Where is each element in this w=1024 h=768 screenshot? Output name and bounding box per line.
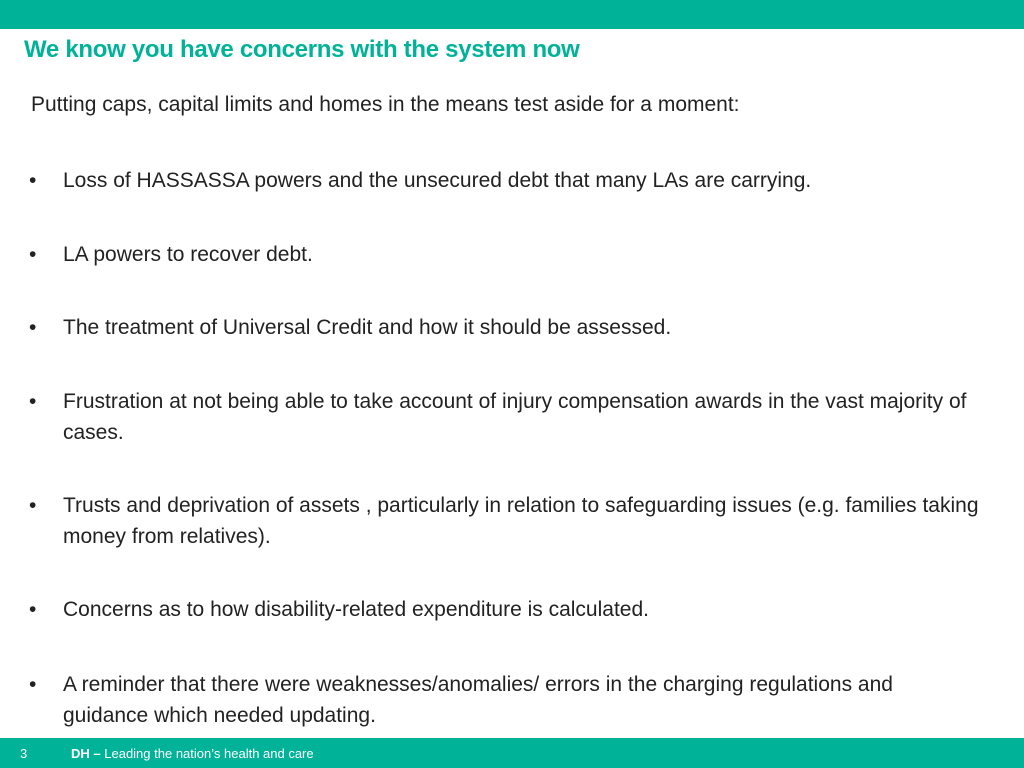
bullet-dot: • — [29, 673, 37, 696]
page-number: 3 — [20, 746, 28, 761]
bullet-item — [29, 239, 979, 270]
footer-org: DH – — [71, 746, 101, 761]
bullet-text: The treatment of Universal Credit and how it should be assessed. — [63, 316, 672, 339]
top-accent-bar — [0, 0, 1024, 29]
bullet-item — [29, 312, 979, 343]
slide-title: We know you have concerns with the system now — [24, 36, 580, 63]
bullet-dot: • — [29, 316, 37, 339]
bullet-item — [29, 490, 979, 552]
bullet-dot: • — [29, 169, 37, 192]
bullet-dot: • — [29, 243, 37, 266]
bullet-dot: • — [29, 598, 37, 621]
bullet-text: Frustration at not being able to take account of injury compensation awards in the vast majority of cases. — [63, 390, 967, 444]
bullet-item — [29, 386, 979, 448]
footer-tagline — [71, 746, 314, 761]
bullet-text: Loss of HASSASSA powers and the unsecured debt that many LAs are carrying. — [63, 169, 812, 192]
bullet-dot: • — [29, 390, 37, 413]
intro-text: Putting caps, capital limits and homes in the means test aside for a moment: — [31, 93, 740, 116]
footer-tagline-text: Leading the nation’s health and care — [104, 746, 314, 761]
bullet-item — [29, 165, 979, 196]
bullet-text: Concerns as to how disability-related expenditure is calculated. — [63, 598, 649, 621]
bullet-item — [29, 669, 979, 731]
bullet-text: A reminder that there were weaknesses/anomalies/ errors in the charging regulations and guidance which needed updating. — [63, 673, 893, 727]
footer-bar — [0, 738, 1024, 768]
bullet-text: LA powers to recover debt. — [63, 243, 313, 266]
bullet-text: Trusts and deprivation of assets , particularly in relation to safeguarding issues (e.g. families taking money from relatives). — [63, 494, 979, 548]
bullet-item — [29, 594, 979, 625]
bullet-dot: • — [29, 494, 37, 517]
